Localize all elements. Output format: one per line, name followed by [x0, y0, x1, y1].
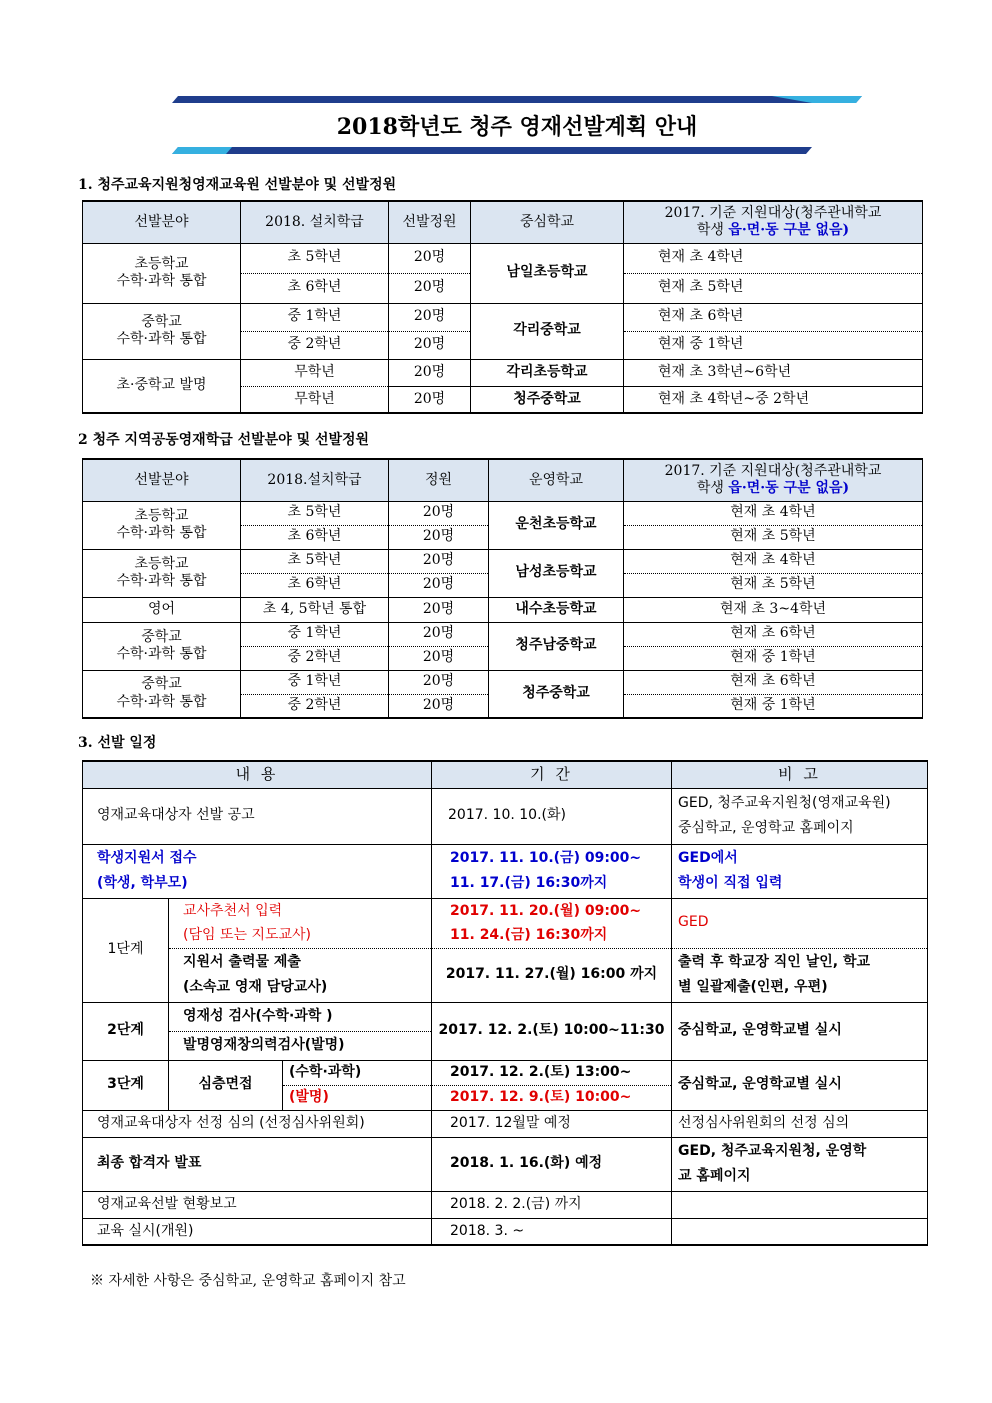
table-cell: 초 6학년 — [241, 273, 389, 303]
table-cell: 20명 — [389, 622, 489, 646]
table-cell: 20명 — [389, 243, 471, 273]
table-cell: GED, 청주교육지원청(영재교육원) 중심학교, 운영학교 홈페이지 — [672, 788, 928, 844]
table-cell: 내수초등학교 — [489, 597, 624, 622]
table-cell: 영어 — [83, 597, 241, 622]
table-cell: 20명 — [389, 670, 489, 694]
table-cell — [672, 1191, 928, 1218]
section3-heading: 3. 선발 일정 — [78, 735, 157, 751]
section2-heading: 2 청주 지역공동영재학급 선발분야 및 선발정원 — [78, 432, 370, 448]
table-cell: 현재 초 3학년~6학년 — [624, 359, 923, 386]
table-cell: 현재 초 5학년 — [624, 525, 923, 549]
table-cell: 현재 중 1학년 — [624, 646, 923, 670]
table-cell: 2017. 10. 10.(화) — [432, 788, 672, 844]
footnote: ※ 자세한 사항은 중심학교, 운영학교 홈페이지 참고 — [90, 1273, 406, 1289]
section2-table — [82, 458, 923, 719]
table-cell: 20명 — [389, 303, 471, 331]
table-cell: 중심학교, 운영학교별 실시 — [672, 1002, 928, 1060]
table-cell: 지원서 출력물 제출 (소속교 영재 담당교사) — [169, 948, 432, 1002]
table-cell: 현재 초 5학년 — [624, 573, 923, 597]
table-cell: 20명 — [389, 573, 489, 597]
table-cell: 중학교 수학·과학 통합 — [83, 670, 241, 718]
table-cell: GED — [672, 898, 928, 948]
col-header: 2017. 기준 지원대상(청주관내학교 학생 읍·면·동 구분 없음) — [624, 201, 923, 243]
table-cell: 2017. 12. 2.(토) 10:00~11:30 — [432, 1002, 672, 1060]
table-cell: 중 2학년 — [241, 694, 389, 718]
table-cell: 청주중학교 — [489, 670, 624, 718]
stage-label: 2단계 — [83, 1002, 169, 1060]
col-header: 중심학교 — [471, 201, 624, 243]
table-cell: 2017. 11. 10.(금) 09:00~ 11. 17.(금) 16:30까지 — [432, 844, 672, 898]
table-cell: 초 5학년 — [241, 549, 389, 573]
col-header: 선발분야 — [83, 201, 241, 243]
table-cell: 현재 초 6학년 — [624, 670, 923, 694]
table-cell: 2017. 11. 20.(월) 09:00~ 11. 24.(금) 16:30까지 — [432, 898, 672, 948]
table-cell: 중심학교, 운영학교별 실시 — [672, 1060, 928, 1110]
table-cell: 현재 초 6학년 — [624, 303, 923, 331]
table-cell: 발명영재창의력검사(발명) — [169, 1031, 432, 1060]
table-cell: 현재 초 6학년 — [624, 622, 923, 646]
stage-label: 1단계 — [83, 898, 169, 1002]
table-cell: 초등학교 수학·과학 통합 — [83, 243, 241, 303]
table-cell: (발명) — [283, 1085, 432, 1110]
table-cell: 선정심사위원회의 선정 심의 — [672, 1110, 928, 1137]
table-cell: 청주남중학교 — [489, 622, 624, 670]
table-cell: 교육 실시(개원) — [83, 1218, 432, 1245]
table-cell: 2018. 2. 2.(금) 까지 — [432, 1191, 672, 1218]
table-cell: 중학교 수학·과학 통합 — [83, 303, 241, 359]
table-cell: 현재 초 3~4학년 — [624, 597, 923, 622]
table-cell: 초·중학교 발명 — [83, 359, 241, 413]
table-cell: 무학년 — [241, 359, 389, 386]
col-header: 비 고 — [672, 761, 928, 788]
table-cell: 학생지원서 접수 (학생, 학부모) — [83, 844, 432, 898]
table-cell: 운천초등학교 — [489, 501, 624, 549]
table-cell: 20명 — [389, 597, 489, 622]
col-header: 2018.설치학급 — [241, 459, 389, 501]
col-header: 내 용 — [83, 761, 432, 788]
table-cell: 2017. 12. 2.(토) 13:00~ — [432, 1060, 672, 1085]
table-cell: 2017. 12월말 예정 — [432, 1110, 672, 1137]
table-cell: 남성초등학교 — [489, 549, 624, 597]
table-cell: 20명 — [389, 549, 489, 573]
table-cell: GED, 청주교육지원청, 운영학 교 홈페이지 — [672, 1137, 928, 1191]
table-cell: 2018. 1. 16.(화) 예정 — [432, 1137, 672, 1191]
table-cell: 20명 — [389, 646, 489, 670]
table-cell: 초 4, 5학년 통합 — [241, 597, 389, 622]
section1-table — [82, 200, 923, 414]
table-cell: 무학년 — [241, 386, 389, 413]
table-cell: 현재 초 4학년 — [624, 501, 923, 525]
table-cell: 초 6학년 — [241, 525, 389, 549]
table-cell: 중 2학년 — [241, 331, 389, 359]
table-cell: 청주중학교 — [471, 386, 624, 413]
table-cell: 영재교육대상자 선정 심의 (선정심사위원회) — [83, 1110, 432, 1137]
stage-label: 3단계 — [83, 1060, 169, 1110]
table-cell: 20명 — [389, 359, 471, 386]
table-cell: GED에서 학생이 직접 입력 — [672, 844, 928, 898]
table-cell: 출력 후 학교장 직인 날인, 학교 별 일괄제출(인편, 우편) — [672, 948, 928, 1002]
table-cell: 각리초등학교 — [471, 359, 624, 386]
col-header: 운영학교 — [489, 459, 624, 501]
table-cell: 각리중학교 — [471, 303, 624, 359]
section1-heading: 1. 청주교육지원청영재교육원 선발분야 및 선발정원 — [78, 177, 397, 193]
table-cell: 영재교육대상자 선발 공고 — [83, 788, 432, 844]
title-banner — [172, 96, 862, 154]
table-cell: 2018. 3. ~ — [432, 1218, 672, 1245]
table-cell: 최종 합격자 발표 — [83, 1137, 432, 1191]
table-cell: 중 1학년 — [241, 670, 389, 694]
col-header: 2017. 기준 지원대상(청주관내학교 학생 읍·면·동 구분 없음) — [624, 459, 923, 501]
table-cell: 20명 — [389, 273, 471, 303]
table-cell: 20명 — [389, 331, 471, 359]
table-cell: 중학교 수학·과학 통합 — [83, 622, 241, 670]
table-cell: 중 1학년 — [241, 303, 389, 331]
table-cell: 초 6학년 — [241, 573, 389, 597]
col-header: 정원 — [389, 459, 489, 501]
col-header: 선발정원 — [389, 201, 471, 243]
table-cell: 중 1학년 — [241, 622, 389, 646]
table-cell: 초등학교 수학·과학 통합 — [83, 549, 241, 597]
table-cell: 중 2학년 — [241, 646, 389, 670]
table-cell: 현재 초 5학년 — [624, 273, 923, 303]
table-cell: 20명 — [389, 501, 489, 525]
schedule-table — [82, 760, 928, 1246]
table-cell: 2017. 12. 9.(토) 10:00~ — [432, 1085, 672, 1110]
table-cell — [672, 1218, 928, 1245]
table-cell: 현재 중 1학년 — [624, 694, 923, 718]
table-cell: 심층면접 — [169, 1060, 283, 1110]
col-header: 선발분야 — [83, 459, 241, 501]
col-header: 2018. 설치학급 — [241, 201, 389, 243]
table-cell: 현재 초 4학년 — [624, 549, 923, 573]
table-cell: 남일초등학교 — [471, 243, 624, 303]
table-cell: 20명 — [389, 386, 471, 413]
table-cell: 현재 초 4학년~중 2학년 — [624, 386, 923, 413]
table-cell: 영재교육선발 현황보고 — [83, 1191, 432, 1218]
table-cell: 초등학교 수학·과학 통합 — [83, 501, 241, 549]
table-cell: 2017. 11. 27.(월) 16:00 까지 — [432, 948, 672, 1002]
table-cell: 초 5학년 — [241, 243, 389, 273]
table-cell: 현재 초 4학년 — [624, 243, 923, 273]
table-cell: 현재 중 1학년 — [624, 331, 923, 359]
table-cell: 20명 — [389, 694, 489, 718]
table-cell: 20명 — [389, 525, 489, 549]
table-cell: 영재성 검사(수학·과학 ) — [169, 1002, 432, 1031]
col-header: 기 간 — [432, 761, 672, 788]
table-cell: 교사추천서 입력 (담임 또는 지도교사) — [169, 898, 432, 948]
table-cell: (수학·과학) — [283, 1060, 432, 1085]
page-title: 2018학년도 청주 영재선발계획 안내 — [336, 114, 698, 140]
table-cell: 초 5학년 — [241, 501, 389, 525]
